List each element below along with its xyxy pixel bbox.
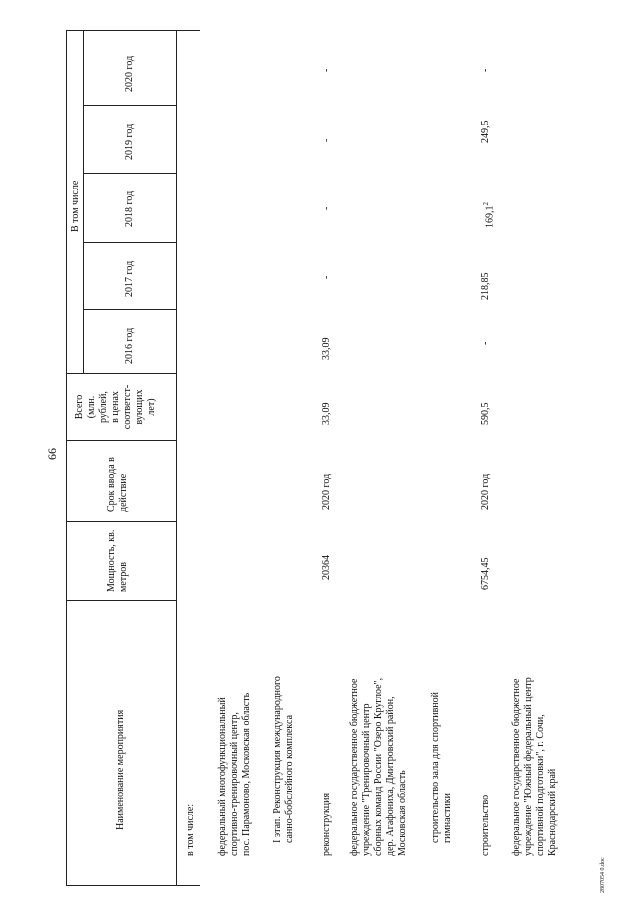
header-total — [74, 378, 158, 436]
header-year-2016: 2016 год — [124, 327, 135, 364]
cell-total: 590,5 — [480, 402, 491, 425]
row-name-line: Краснодарский край — [547, 768, 558, 856]
header-total-line: соответст- — [122, 384, 133, 430]
row-name-line: спортивной подготовки", г. Сочи, — [535, 714, 546, 856]
row-name-line: I этап. Реконструкция международного — [272, 676, 283, 843]
header-capacity-text: Мощность, кв. метров — [106, 529, 129, 592]
row-name-line: учреждение "Южный федеральный центр — [523, 677, 534, 856]
header-capacity — [106, 528, 130, 592]
row-name-line: санно-бобслейного комплекса — [284, 714, 295, 843]
header-total-line: рублей, — [98, 391, 109, 423]
row-name — [185, 804, 197, 856]
footnote-mark: 2 — [482, 202, 490, 206]
row-name-line: учреждение "Тренировочный центр — [361, 703, 372, 856]
row-name — [349, 678, 409, 856]
row-name — [272, 676, 296, 843]
header-year-2018: 2018 год — [124, 190, 135, 227]
row-name — [321, 793, 333, 856]
row-name-line: дер. Агафониха, Дмитровский район, — [385, 696, 396, 856]
table-bottom-border — [66, 885, 200, 886]
col-divider-2019 — [83, 105, 176, 106]
header-total-line: лет) — [146, 398, 157, 416]
row-name — [511, 677, 559, 856]
col-divider-2018 — [83, 173, 176, 174]
header-total-line: (млн. — [86, 395, 97, 419]
header-term — [106, 452, 130, 512]
table-left-border — [66, 30, 67, 885]
row-name-line: федеральное государственное бюджетное — [511, 678, 522, 856]
cell-2019: 249,5 — [480, 120, 491, 143]
cell-2018 — [480, 202, 496, 228]
header-bottom-border — [176, 30, 177, 885]
cell-2016: - — [480, 341, 491, 345]
cell-2019: - — [321, 138, 332, 142]
cell-term: 2020 год — [321, 473, 332, 510]
cell-capacity: 6754,45 — [480, 557, 491, 590]
cell-2016: 33,09 — [321, 337, 332, 360]
cell-2018-value: 169,1 — [484, 205, 496, 228]
row-name — [217, 693, 253, 856]
header-year-2019: 2019 год — [124, 123, 135, 160]
header-total-line: в ценах — [110, 391, 121, 423]
col-divider-term — [66, 440, 176, 441]
row-name-line: Московская область — [397, 770, 408, 856]
header-name: Наименование мероприятия — [115, 709, 126, 830]
col-divider-total — [66, 373, 176, 374]
cell-2020: - — [480, 68, 491, 72]
cell-term: 2020 год — [480, 473, 491, 510]
cell-capacity: 20364 — [321, 555, 332, 580]
header-term-text: Срок ввода в действие — [106, 457, 129, 512]
row-name-line: сборных команд России "Озеро Круглое", — [373, 677, 384, 856]
row-name-line: строительство зала для спортивной — [430, 692, 441, 843]
cell-total: 33,09 — [321, 402, 332, 425]
incl-divider — [83, 30, 84, 373]
row-name-line: федеральный многофункциональный — [217, 697, 228, 856]
col-divider-name — [66, 600, 176, 601]
col-divider-capacity — [66, 521, 176, 522]
header-total-line: Всего — [74, 394, 85, 420]
header-year-2017: 2017 год — [124, 260, 135, 297]
row-name-line: федеральное государственное бюджетное — [349, 678, 360, 856]
cell-2017: 218,85 — [480, 272, 491, 300]
row-name-line: в том числе: — [185, 803, 196, 856]
header-year-2020: 2020 год — [124, 55, 135, 92]
row-name-line: пос. Парамоново, Московская область — [241, 692, 252, 856]
col-divider-2017 — [83, 242, 176, 243]
row-name — [480, 795, 492, 856]
col-divider-2016 — [83, 309, 176, 310]
row-name-line: реконструкция — [321, 792, 332, 856]
cell-2017: - — [321, 275, 332, 279]
cell-2020: - — [321, 68, 332, 72]
row-name — [430, 692, 454, 843]
table-top-border — [66, 30, 200, 31]
row-name-line: гимнастики — [442, 793, 453, 843]
page-number: 66 — [45, 448, 59, 460]
cell-2018: - — [321, 206, 332, 210]
file-reference: 2807054 0.doc — [600, 857, 606, 893]
header-total-line: вующих — [134, 389, 145, 425]
row-name-line: строительство — [480, 794, 491, 856]
row-name-line: спортивно-тренировочный центр, — [229, 712, 240, 856]
header-incl: В том числе — [70, 180, 81, 232]
